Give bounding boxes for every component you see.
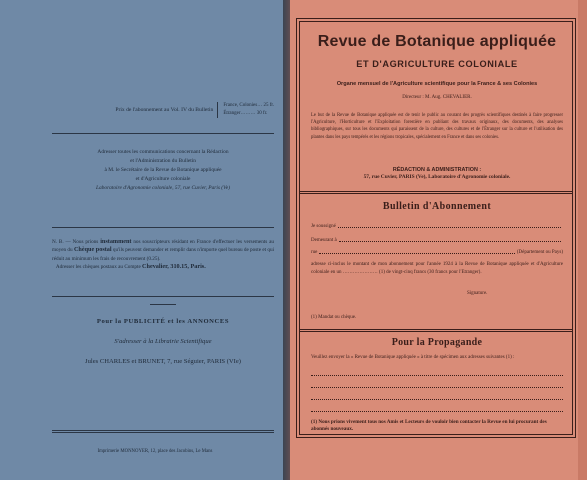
section-divider <box>300 329 572 330</box>
form-text: (1) de vingt-cinq francs (30 francs pour l'Etranger). <box>379 269 482 275</box>
form-line-soussigne <box>311 223 563 229</box>
short-divider <box>150 304 176 305</box>
subscription-form-title: Bulletin d'Abonnement <box>382 201 492 212</box>
blank-field[interactable] <box>311 387 563 388</box>
form-text: adresse ci-inclus le montant de mon abonnement pour l'année 1924 à la Revue de Botanique appliquée et d'Agriculture coloniale en un <box>311 262 563 275</box>
divider <box>52 227 274 228</box>
divider <box>52 133 274 134</box>
nb-emphasis: Chevalier, 310.15, Paris. <box>142 263 206 271</box>
section-divider <box>300 331 572 332</box>
blank-field[interactable] <box>339 237 561 242</box>
nb-text: N. B. — Nous prions <box>52 239 99 245</box>
propagande-title: Pour la Propagande <box>391 337 483 348</box>
nb-emphasis: instamment <box>100 238 132 245</box>
printer-credit: Imprimerie MONNOYER, 12, place des Jacobins, Le Mans <box>97 449 213 454</box>
section-divider <box>300 191 572 192</box>
advertising-line: S'adresser à la Librairie Scientifique <box>114 338 212 345</box>
divider <box>52 296 274 297</box>
advertising-line: Jules CHARLES et BRUNET, 7, rue Séguier, PARIS (VIe) <box>85 358 241 365</box>
price-etranger: Étranger……… 30 fr. <box>223 111 268 116</box>
form-label: Demeurant à <box>311 238 337 243</box>
nb-text: qu'ils peuvent demander et remplir dans n'importe quel bureau de poste et qui réduit au minimum les frais de recouvrement (0.25). <box>52 247 275 262</box>
blank-field[interactable] <box>319 249 515 254</box>
address-line: et d'Agriculture coloniale <box>135 176 191 182</box>
divider <box>52 430 274 431</box>
propagande-footnote: (1) Nous prions vivement tous nos Amis et Lecteurs de vouloir bien contacter la Revue en lui procurant des abonnés nouveaux. <box>311 419 547 433</box>
price-france: France, Colonies… 25 fr. <box>223 103 274 108</box>
journal-purpose: Le but de la Revue de Botanique appliquée est de tenir le public au courant des progrès scientifiques destinés à faire progresser l'Agriculture, l'Horticulture et l'Exploitation forestière en publiant des travaux originaux, des documents, des analyses bibliographiques, sur tous les documents qui paraissent de la culture, des cultures et de l'Étranger sur la culture et l'utilisation des plantes dans les pays tempérés et les régions tropicales, spécialement en France et dans ses colonies. <box>311 113 563 140</box>
propagande-text: Veuillez envoyer la « Revue de Botanique appliquée » à titre de spécimen aux adresses suivantes (1) : <box>311 355 515 360</box>
journal-title: Revue de Botanique appliquée <box>317 33 557 50</box>
brace-divider <box>217 102 219 118</box>
divider <box>52 432 274 433</box>
left-page <box>0 0 287 480</box>
address-line: Adresser toutes les communications concernant la Rédaction <box>97 149 229 155</box>
price-label: Prix de l'abonnement au Vol. IV du Bulletin <box>115 107 214 113</box>
right-page <box>290 0 587 480</box>
nb-text: Adresser les chèques postaux au Compte <box>55 264 141 271</box>
journal-organe: Organe mensuel de l'Agriculture scientifique pour la France & ses Colonies <box>336 81 538 87</box>
blank-field[interactable] <box>311 399 563 400</box>
blank-field[interactable] <box>311 375 563 376</box>
blank-field[interactable] <box>311 411 563 412</box>
form-paragraph: adresse ci-inclus le montant de mon abonnement pour l'année 1924 à la Revue de Botanique appliquée et d'Agriculture coloniale en un ………………… (1) de vingt-cinq francs (30 francs pour l'Etranger). <box>311 262 563 275</box>
address-line: et l'Administration du Bulletin <box>130 158 196 164</box>
form-label: rue <box>311 250 318 255</box>
subscription-price <box>52 102 274 118</box>
page-edge <box>578 0 587 480</box>
nb-emphasis: Chèque postal <box>73 246 112 254</box>
form-line-rue <box>311 249 563 255</box>
journal-director: Directeur : M. Aug. CHEVALIER. <box>402 95 472 100</box>
form-label: Je soussigné <box>311 224 336 229</box>
correspondence-address <box>52 148 274 193</box>
price-values <box>223 102 274 118</box>
form-line-demeurant <box>311 237 563 243</box>
advertising-heading: Pour la PUBLICITÉ et les ANNONCES <box>96 318 230 325</box>
form-label: (Département ou Pays) <box>516 250 563 255</box>
advertising-section <box>52 312 274 372</box>
redaction-label: RÉDACTION & ADMINISTRATION : <box>392 167 482 173</box>
address-line: à M. le Secrétaire de la Revue de Botanique appliquée <box>104 167 222 173</box>
page-frame <box>296 18 576 438</box>
journal-subtitle: ET D'AGRICULTURE COLONIALE <box>356 59 518 69</box>
payment-mode-note: (1) Mandat ou chèque. <box>311 315 357 320</box>
nb-notice <box>52 238 274 272</box>
redaction-address: 57, rue Cuvier, PARIS (Ve), Laboratoire d'Agronomie coloniale. <box>363 174 511 180</box>
blank-field[interactable] <box>338 223 561 228</box>
signature-label: Signature. <box>467 291 488 296</box>
redaction-block <box>297 167 577 181</box>
address-line: Laboratoire d'Agronomie coloniale, 57, rue Cuvier, Paris (Ve) <box>95 185 230 191</box>
section-divider <box>300 193 572 194</box>
nb-text: nos souscripteurs résidant en France d'effectuer les versements au moyen du <box>52 239 275 254</box>
